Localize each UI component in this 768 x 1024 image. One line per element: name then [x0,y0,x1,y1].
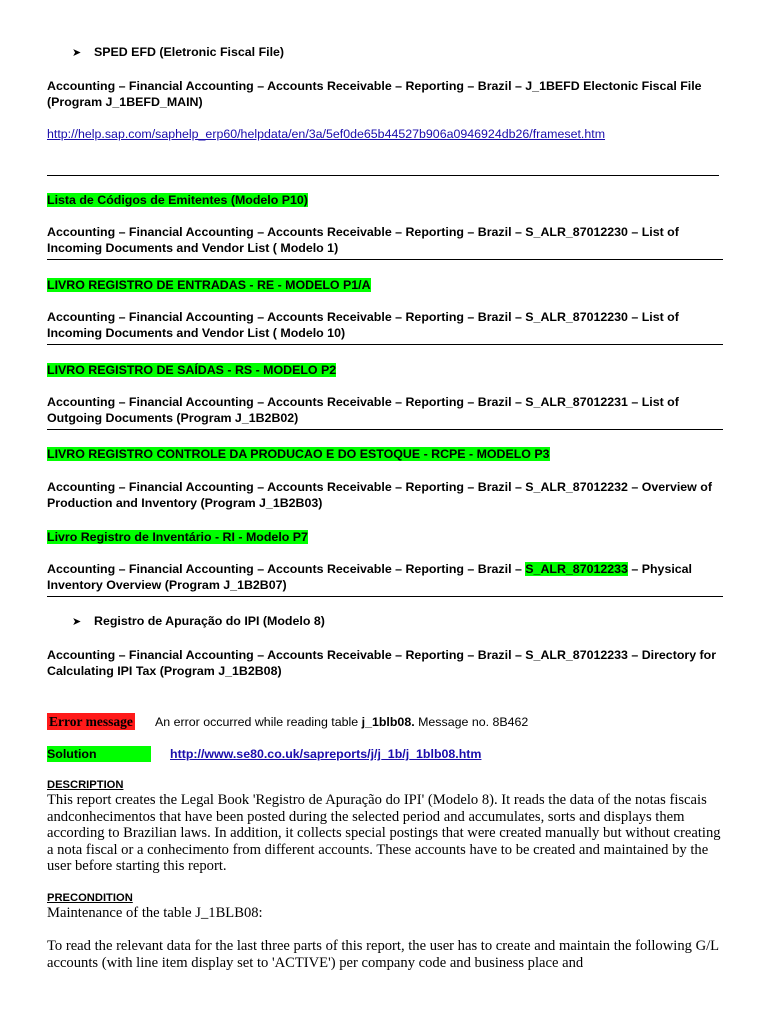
section-1-path: Accounting – Financial Accounting – Accounts Receivable – Reporting – Brazil – S_ALR_87012230 – List of Incoming Documents and Vendor List ( Modelo 1) [47,225,679,255]
sped-url[interactable]: http://help.sap.com/saphelp_erp60/helpdata/en/3a/5ef0de65b44527b906a0946924db26/frameset.htm [47,127,606,141]
section-5-path-highlight: S_ALR_87012233 [525,562,628,576]
section-2 [47,277,727,293]
sped-bullet [72,44,284,61]
precondition-line-2: To read the relevant data for the last three parts of this report, the user has to create and maintain the following G/L accounts (with line item display set to 'ACTIVE') per company code and business place and [47,938,719,971]
section-divider [47,344,723,345]
section-4-path: Accounting – Financial Accounting – Accounts Receivable – Reporting – Brazil – S_ALR_87012232 – Overview of Production and Inventory (Program J_1B2B03) [47,480,712,510]
section-3 [47,362,727,378]
section-divider [47,259,723,260]
section-5-path-after: – Physical Inventory Overview (Program J_1B2B07) [47,562,692,592]
section-divider [47,429,723,430]
ipi-bullet [72,613,325,630]
section-5-path-before: Accounting – Financial Accounting – Accounts Receivable – Reporting – Brazil – [47,562,526,576]
error-text-after: Message no. 8B462 [414,715,529,729]
section-2-heading: LIVRO REGISTRO DE ENTRADAS - RE - MODELO P1/A [47,278,371,292]
section-5 [47,529,727,545]
description-heading: DESCRIPTION [47,779,124,791]
section-4 [47,446,727,462]
arrow-bullet-icon: ➤ [72,47,82,59]
error-label: Error message [49,714,133,729]
ipi-path: Accounting – Financial Accounting – Accounts Receivable – Reporting – Brazil – S_ALR_87012233 – Directory for Calculating IPI Tax (Program J_1B2B08) [47,648,717,678]
error-text-before: An error occurred while reading table [155,715,362,729]
section-divider [47,596,723,597]
separator-line [47,175,719,176]
section-3-heading: LIVRO REGISTRO DE SAÍDAS - RS - MODELO P2 [47,363,337,377]
section-1-heading: Lista de Códigos de Emitentes (Modelo P10) [47,193,308,207]
section-5-path [47,561,727,593]
section-3-path: Accounting – Financial Accounting – Accounts Receivable – Reporting – Brazil – S_ALR_87012231 – List of Outgoing Documents (Program J_1B2B02) [47,395,679,425]
description-text: This report creates the Legal Book 'Registro de Apuração do IPI' (Modelo 8). It reads the data of the notas fiscais andconhecimentos that have been posted during the selected period and accumulates, sorts and displays them according to Brazilian laws. In addition, it collects special postings that were created manually but without creating a nota fiscal or a conhecimento from different accounts. These accounts have to be created and maintained by the user before starting this report. [47,792,721,874]
section-4-heading: LIVRO REGISTRO CONTROLE DA PRODUCAO E DO ESTOQUE - RCPE - MODELO P3 [47,447,550,461]
sped-bullet-text: SPED EFD (Eletronic Fiscal File) [94,45,285,59]
error-text [155,714,528,730]
sped-path: Accounting – Financial Accounting – Accounts Receivable – Reporting – Brazil – J_1BEFD Electonic Fiscal File (Program J_1BEFD_MAIN) [47,79,702,109]
precondition-line-1: Maintenance of the table J_1BLB08: [47,905,263,921]
section-5-heading: Livro Registro de Inventário - RI - Modelo P7 [47,530,308,544]
sped-link[interactable] [47,126,727,142]
solution-url[interactable]: http://www.se80.co.uk/sapreports/j/j_1b/j_1blb08.htm [170,747,482,761]
solution-link[interactable] [170,746,481,762]
solution-label: Solution [47,746,151,762]
section-1 [47,192,727,208]
error-table: j_1blb08. [361,715,415,729]
precondition-heading: PRECONDITION [47,892,133,904]
arrow-bullet-icon: ➤ [72,616,82,628]
ipi-bullet-text: Registro de Apuração do IPI (Modelo 8) [94,614,325,628]
section-2-path: Accounting – Financial Accounting – Accounts Receivable – Reporting – Brazil – S_ALR_87012230 – List of Incoming Documents and Vendor List ( Modelo 10) [47,310,679,340]
